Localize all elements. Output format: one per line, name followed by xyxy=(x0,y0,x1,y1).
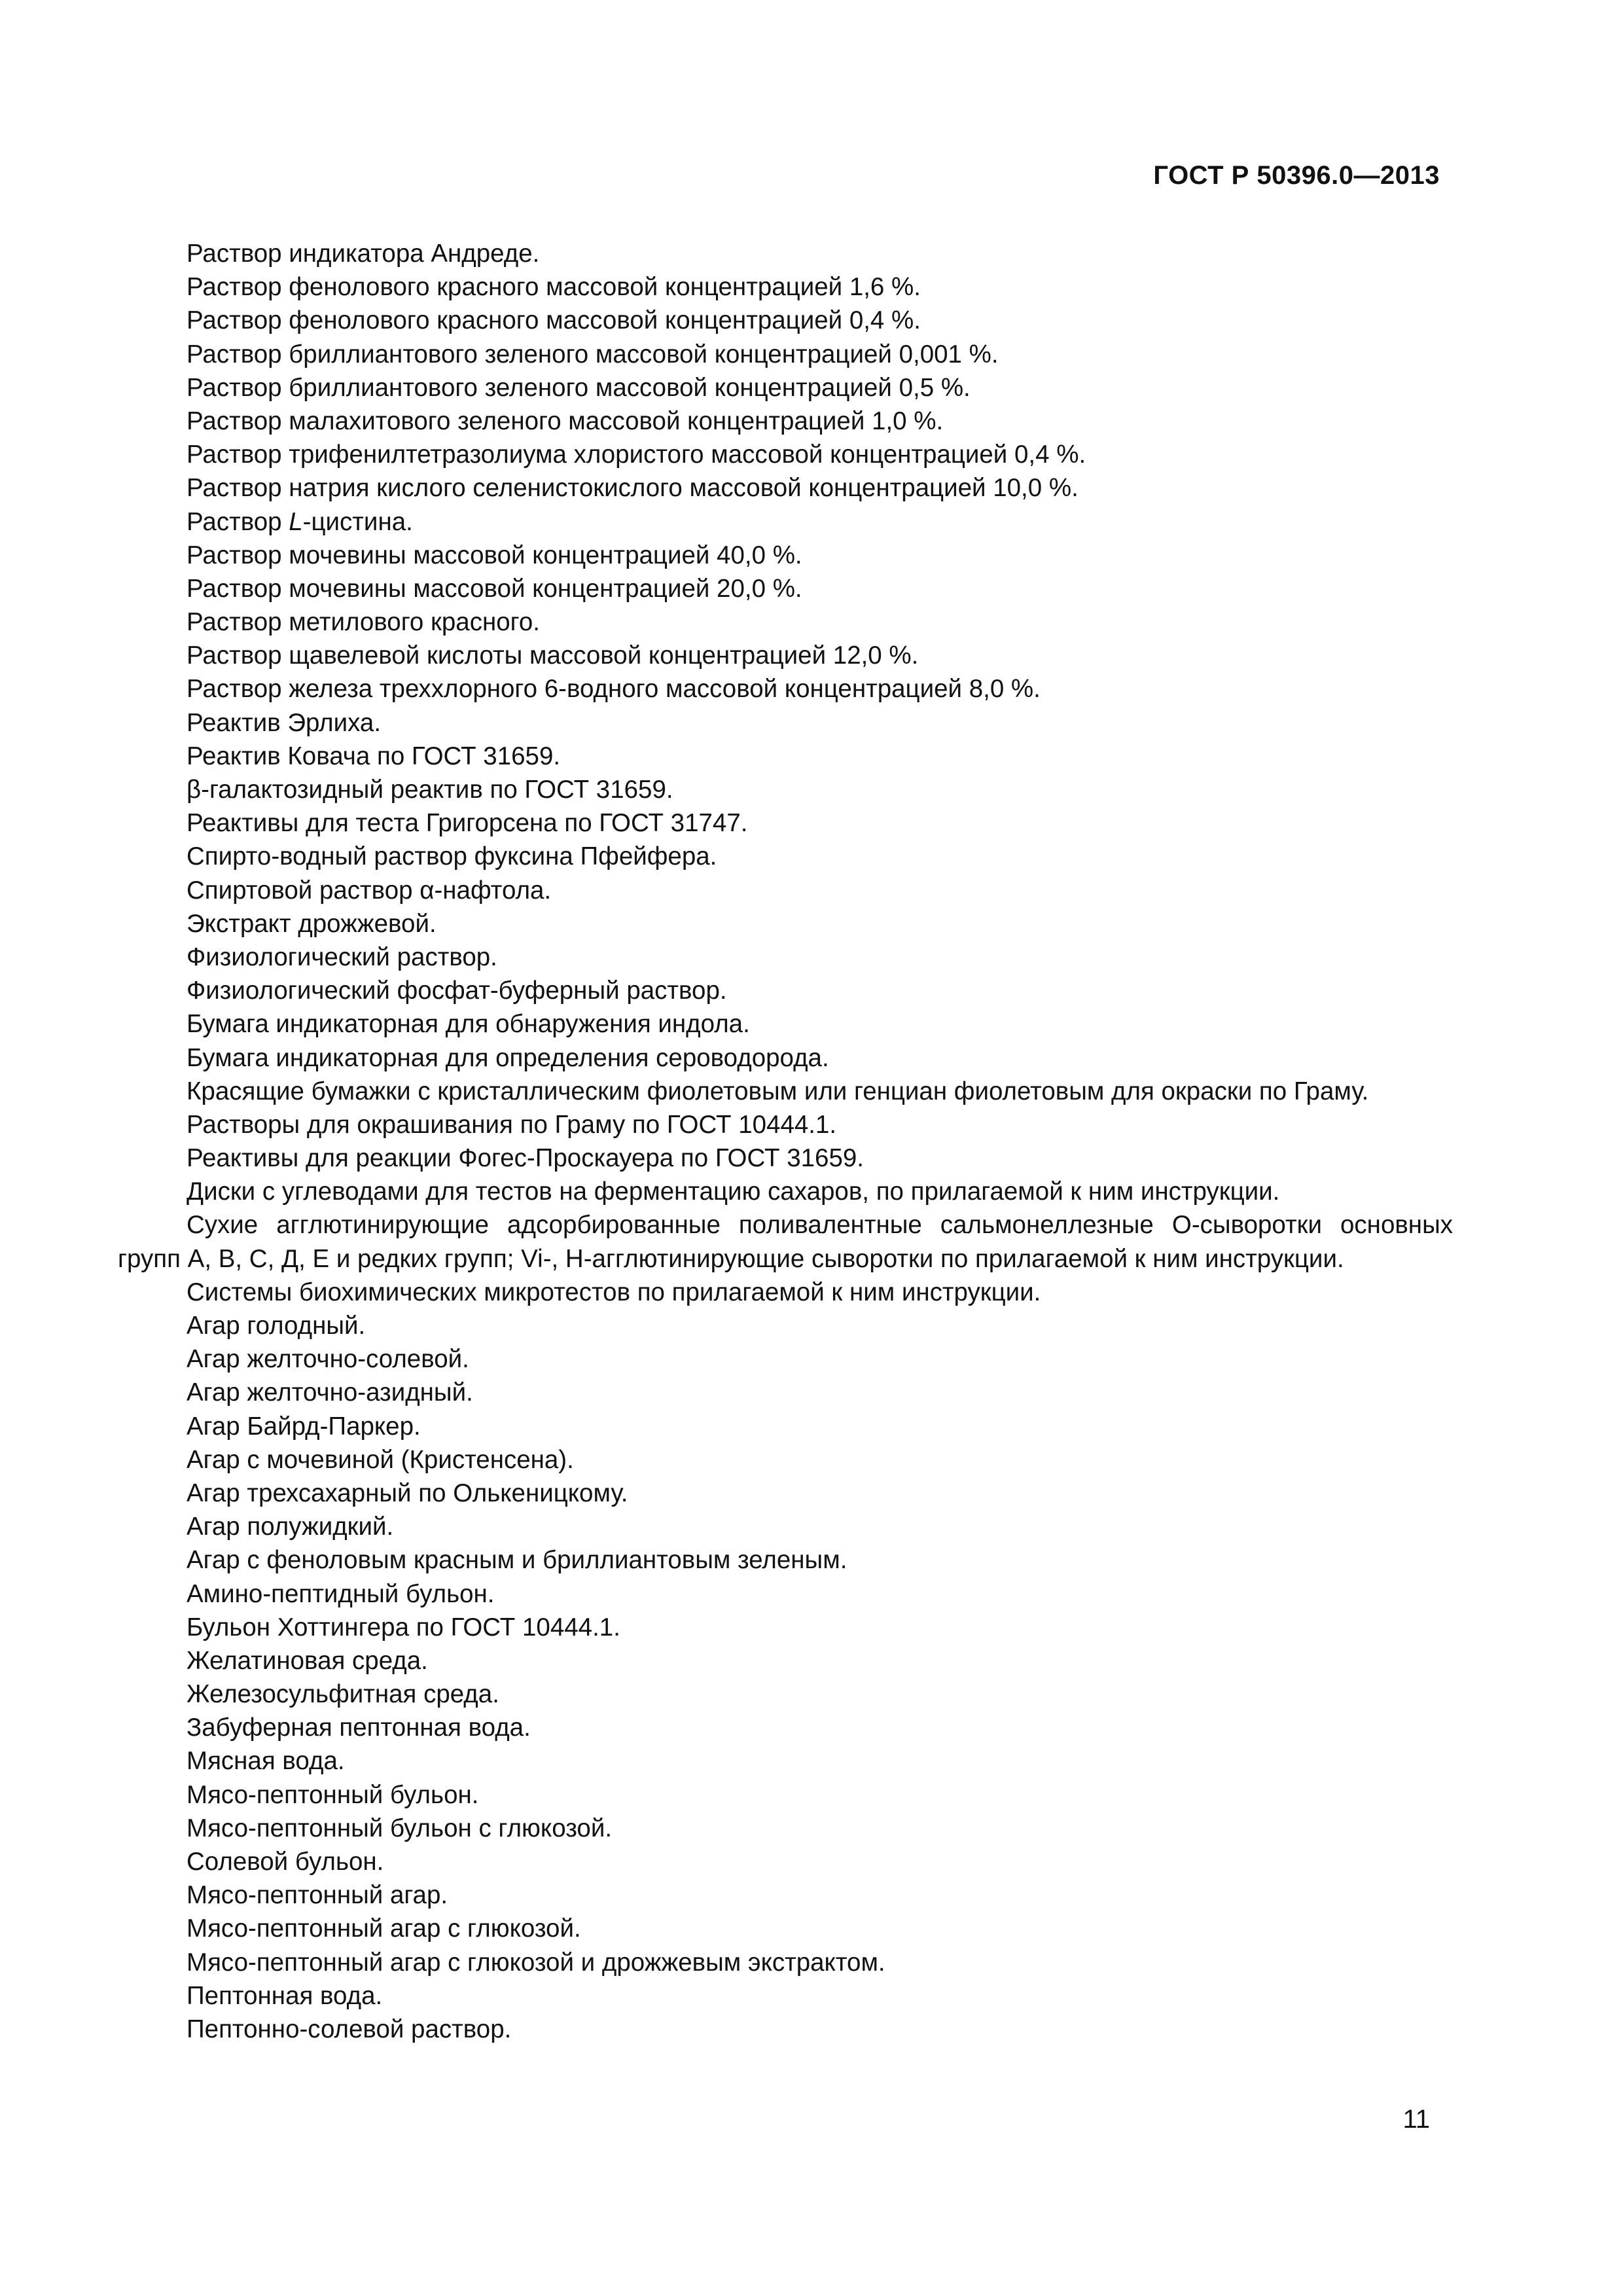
list-item: Спирто-водный раствор фуксина Пфейфера. xyxy=(187,842,717,871)
list-item: Забуферная пептонная вода. xyxy=(187,1713,531,1742)
cystine-prefix: Раствор xyxy=(187,507,289,536)
list-item: Бумага индикаторная для обнаружения индола. xyxy=(187,1010,750,1039)
cystine-suffix: -цистина. xyxy=(302,507,413,536)
list-item: Реактив Ковача по ГОСТ 31659. xyxy=(187,742,561,770)
list-item: Раствор бриллиантового зеленого массовой концентрацией 0,001 %. xyxy=(187,340,999,368)
agglutinating-sera-paragraph: Сухие агглютинирующие адсорбированные поливалентные сальмонеллезные О-сыворотки основных групп А, В, С, Д, Е и редких групп; Vi-, Н-агглютинирующие сыворотки по прилагаемой к ним инструкции. xyxy=(118,1211,1453,1273)
list-item: Железосульфитная среда. xyxy=(187,1680,499,1709)
list-item: Реактивы для реакции Фогес-Проскауера по ГОСТ 31659. xyxy=(187,1144,864,1173)
media-list xyxy=(118,1276,1453,2046)
list-item: Раствор натрия кислого селенистокислого массовой концентрацией 10,0 %. xyxy=(187,474,1079,503)
list-item: Мясо-пептонный бульон с глюкозой. xyxy=(187,1814,613,1842)
list-item: Пептонная вода. xyxy=(187,1981,383,2010)
list-item: Диски с углеводами для тестов на ферментацию сахаров, по прилагаемой к ним инструкции. xyxy=(187,1177,1280,1206)
list-item: Раствор железа треххлорного 6-водного массовой концентрацией 8,0 %. xyxy=(187,675,1041,704)
list-item: Агар с феноловым красным и бриллиантовым зеленым. xyxy=(187,1546,847,1575)
list-item: Агар желточно-солевой. xyxy=(187,1345,469,1374)
list-item: Раствор мочевины массовой концентрацией 40,0 %. xyxy=(187,541,802,569)
list-item: Мясо-пептонный агар. xyxy=(187,1881,448,1910)
reagent-list-a xyxy=(118,237,1453,505)
list-item: Раствор фенолового красного массовой концентрацией 0,4 %. xyxy=(187,306,921,335)
list-item: Красящие бумажки с кристаллическим фиолетовым или генциан фиолетовым для окраски по Граму. xyxy=(187,1077,1369,1105)
list-item: Мясная вода. xyxy=(187,1747,345,1776)
list-item: Бумага индикаторная для определения сероводорода. xyxy=(187,1043,829,1072)
list-item: Бульон Хоттингера по ГОСТ 10444.1. xyxy=(187,1613,620,1641)
list-item: Раствор индикатора Андреде. xyxy=(187,240,540,268)
list-item: Раствор щавелевой кислоты массовой концентрацией 12,0 %. xyxy=(187,641,919,670)
list-item: Реактив Эрлиха. xyxy=(187,708,382,737)
list-item: Раствор мочевины массовой концентрацией 20,0 %. xyxy=(187,574,802,603)
list-item: Физиологический фосфат-буферный раствор. xyxy=(187,977,727,1005)
list-item: Агар трехсахарный по Олькеницкому. xyxy=(187,1479,628,1507)
list-item: Мясо-пептонный агар с глюкозой и дрожжевым экстрактом. xyxy=(187,1948,885,1977)
list-item: Амино-пептидный бульон. xyxy=(187,1579,495,1608)
list-item: Раствор бриллиантового зеленого массовой концентрацией 0,5 %. xyxy=(187,373,971,402)
list-item: Мясо-пептонный бульон. xyxy=(187,1780,479,1809)
list-item: Пептонно-солевой раствор. xyxy=(187,2015,512,2043)
list-item: Желатиновая среда. xyxy=(187,1646,428,1675)
list-item-cystine xyxy=(118,505,1453,539)
list-item: Агар полужидкий. xyxy=(187,1513,394,1541)
document-header: ГОСТ Р 50396.0—2013 xyxy=(1153,161,1440,190)
list-item: Агар голодный. xyxy=(187,1312,366,1340)
document-body xyxy=(118,237,1453,2046)
list-item: Мясо-пептонный агар с глюкозой. xyxy=(187,1914,581,1943)
reagent-list-b xyxy=(118,539,1453,1209)
page-number: 11 xyxy=(1402,2105,1430,2134)
list-item: Агар с мочевиной (Кристенсена). xyxy=(187,1445,574,1474)
list-item: Агар Байрд-Паркер. xyxy=(187,1412,421,1441)
list-item: Раствор малахитового зеленого массовой концентрацией 1,0 %. xyxy=(187,406,944,435)
list-item: Физиологический раствор. xyxy=(187,942,497,971)
list-item: Агар желточно-азидный. xyxy=(187,1378,473,1407)
list-item: Экстракт дрожжевой. xyxy=(187,909,437,938)
list-item: Раствор трифенилтетразолиума хлористого массовой концентрацией 0,4 %. xyxy=(187,440,1086,469)
list-item: β-галактозидный реактив по ГОСТ 31659. xyxy=(187,776,673,804)
list-item: Спиртовой раствор α-нафтола. xyxy=(187,876,552,905)
list-item: Солевой бульон. xyxy=(187,1848,384,1876)
list-item: Раствор фенолового красного массовой концентрацией 1,6 %. xyxy=(187,273,921,302)
list-item: Раствор метилового красного. xyxy=(187,608,540,637)
cystine-italic: L xyxy=(289,507,303,536)
list-item: Системы биохимических микротестов по прилагаемой к ним инструкции. xyxy=(187,1278,1041,1306)
list-item: Реактивы для теста Григорсена по ГОСТ 31747. xyxy=(187,809,748,838)
list-item: Растворы для окрашивания по Граму по ГОСТ 10444.1. xyxy=(187,1110,837,1139)
